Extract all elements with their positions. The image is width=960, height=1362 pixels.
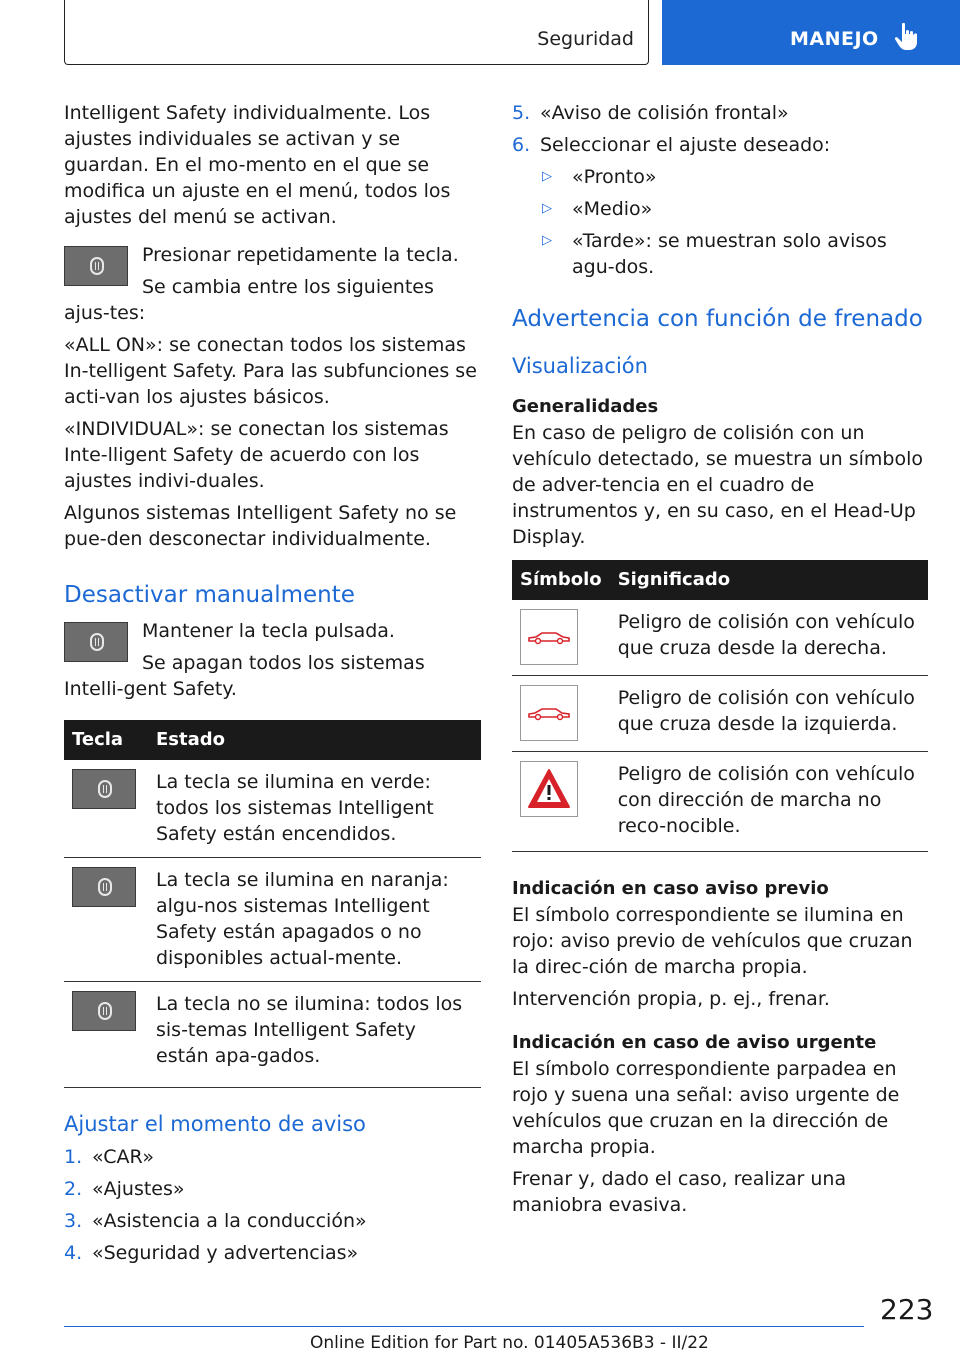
heading-ajustar-momento-aviso: Ajustar el momento de aviso	[64, 1112, 366, 1136]
prev-paragraph-1: El símbolo correspondiente se ilumina en rojo: aviso previo de vehículos que cruzan la direc-ción de marcha propia.	[512, 904, 913, 978]
list-item: 2. «Ajustes»	[64, 1178, 185, 1200]
meaning-text: Peligro de colisión con vehículo que cruza desde la izquierda.	[610, 676, 928, 752]
footer-edition: Online Edition for Part no. 01405A536B3 - II/22	[310, 1333, 709, 1353]
intro-paragraph: Intelligent Safety individualmente. Los ajustes individuales se activan y se guardan. En el mo-mento en el que se modifica un ajuste en el menú, todos los ajustes del menú se activan.	[64, 102, 451, 228]
triangle-bullet-icon: ▷	[542, 201, 552, 216]
hold-line-1: Mantener la tecla pulsada.	[142, 620, 395, 642]
list-item: ▷ «Medio»	[542, 198, 653, 220]
steps-list-left	[64, 1144, 481, 1266]
intelligent-safety-key-icon	[64, 246, 128, 286]
intelligent-safety-key-icon	[64, 622, 128, 662]
chapter-tab[interactable]	[662, 0, 960, 65]
general-paragraph: En caso de peligro de colisión con un vehículo detectado, se muestra un símbolo de adver-tencia en el cuadro de instrumentos y, en su caso, en el Head-Up Display.	[512, 422, 923, 548]
table-header-estado: Estado	[148, 720, 481, 760]
status-text: La tecla se ilumina en verde: todos los sistemas Intelligent Safety están encendidos.	[148, 760, 481, 858]
heading-aviso-previo: Indicación en caso aviso previo	[512, 878, 829, 899]
list-item: ▷ «Pronto»	[542, 166, 657, 188]
meaning-text: Peligro de colisión con vehículo con dirección de marcha no reco-nocible.	[610, 752, 928, 852]
table-row	[64, 982, 481, 1088]
list-item: 4. «Seguridad y advertencias»	[64, 1242, 359, 1264]
status-text: La tecla no se ilumina: todos los sis-temas Intelligent Safety están apa-gados.	[148, 982, 481, 1088]
key-green-icon	[72, 769, 136, 809]
section-title: Seguridad	[537, 28, 634, 50]
key-off-icon	[72, 991, 136, 1031]
press-line-2: Se cambia entre los siguientes ajus-tes:	[64, 276, 434, 324]
key-status-table	[64, 720, 481, 1088]
heading-generalidades: Generalidades	[512, 396, 659, 417]
list-item: 5. «Aviso de colisión frontal»	[512, 102, 789, 124]
warning-triangle-icon	[520, 761, 578, 817]
right-column	[512, 100, 928, 1224]
table-row	[64, 760, 481, 858]
heading-visualizacion: Visualización	[512, 354, 648, 378]
hold-line-2: Se apagan todos los sistemas Intelli-gent Safety.	[64, 652, 425, 700]
table-row	[512, 676, 928, 752]
triangle-bullet-icon: ▷	[542, 233, 552, 248]
page-number: 223	[880, 1293, 934, 1326]
urgent-paragraph-1: El símbolo correspondiente parpadea en rojo y suena una señal: aviso urgente de vehículos que cruzan en la dirección de marcha propia.	[512, 1058, 900, 1158]
urgent-paragraph-2: Frenar y, dado el caso, realizar una maniobra evasiva.	[512, 1168, 847, 1216]
table-header-row	[64, 720, 481, 760]
list-item: 6. Seleccionar el ajuste deseado:	[512, 134, 831, 156]
list-item: ▷ «Tarde»: se muestran solo avisos agu-dos.	[542, 230, 887, 278]
footer-divider	[64, 1326, 864, 1327]
list-item: 3. «Asistencia a la conducción»	[64, 1210, 367, 1232]
some-systems-paragraph: Algunos sistemas Intelligent Safety no se pue-den desconectar individualmente.	[64, 502, 457, 550]
table-row	[512, 600, 928, 676]
status-text: La tecla se ilumina en naranja: algu-nos sistemas Intelligent Safety están apagados o no disponibles actual-mente.	[148, 858, 481, 982]
header-section-box	[64, 0, 649, 65]
meaning-text: Peligro de colisión con vehículo que cruza desde la derecha.	[610, 600, 928, 676]
steps-list-right	[512, 100, 928, 158]
symbol-meaning-table	[512, 560, 928, 852]
prev-paragraph-2: Intervención propia, p. ej., frenar.	[512, 988, 830, 1010]
list-item: 1. «CAR»	[64, 1146, 155, 1168]
press-line-1: Presionar repetidamente la tecla.	[142, 244, 459, 266]
heading-advertencia-frenado: Advertencia con función de frenado	[512, 306, 923, 332]
table-header-row	[512, 560, 928, 600]
hold-key-block	[64, 618, 481, 702]
heading-desactivar-manualmente: Desactivar manualmente	[64, 582, 355, 608]
table-header-significado: Significado	[610, 560, 928, 600]
chapter-title: MANEJO	[790, 28, 879, 50]
table-row	[512, 752, 928, 852]
press-key-block	[64, 242, 481, 326]
table-header-tecla: Tecla	[64, 720, 148, 760]
triangle-bullet-icon: ▷	[542, 169, 552, 184]
individual-paragraph: «INDIVIDUAL»: se conectan los sistemas Inte-lligent Safety de acuerdo con los ajustes indivi-duales.	[64, 418, 449, 492]
heading-aviso-urgente: Indicación en caso de aviso urgente	[512, 1032, 877, 1053]
hand-pointer-icon	[894, 22, 918, 59]
all-on-paragraph: «ALL ON»: se conectan todos los sistemas In-telligent Safety. Para las subfunciones se acti-van los ajustes básicos.	[64, 334, 477, 408]
left-column	[64, 100, 481, 1272]
options-list	[540, 164, 928, 280]
car-from-right-icon	[520, 609, 578, 665]
table-row	[64, 858, 481, 982]
car-from-left-icon	[520, 685, 578, 741]
table-header-simbolo: Símbolo	[512, 560, 610, 600]
key-orange-icon	[72, 867, 136, 907]
